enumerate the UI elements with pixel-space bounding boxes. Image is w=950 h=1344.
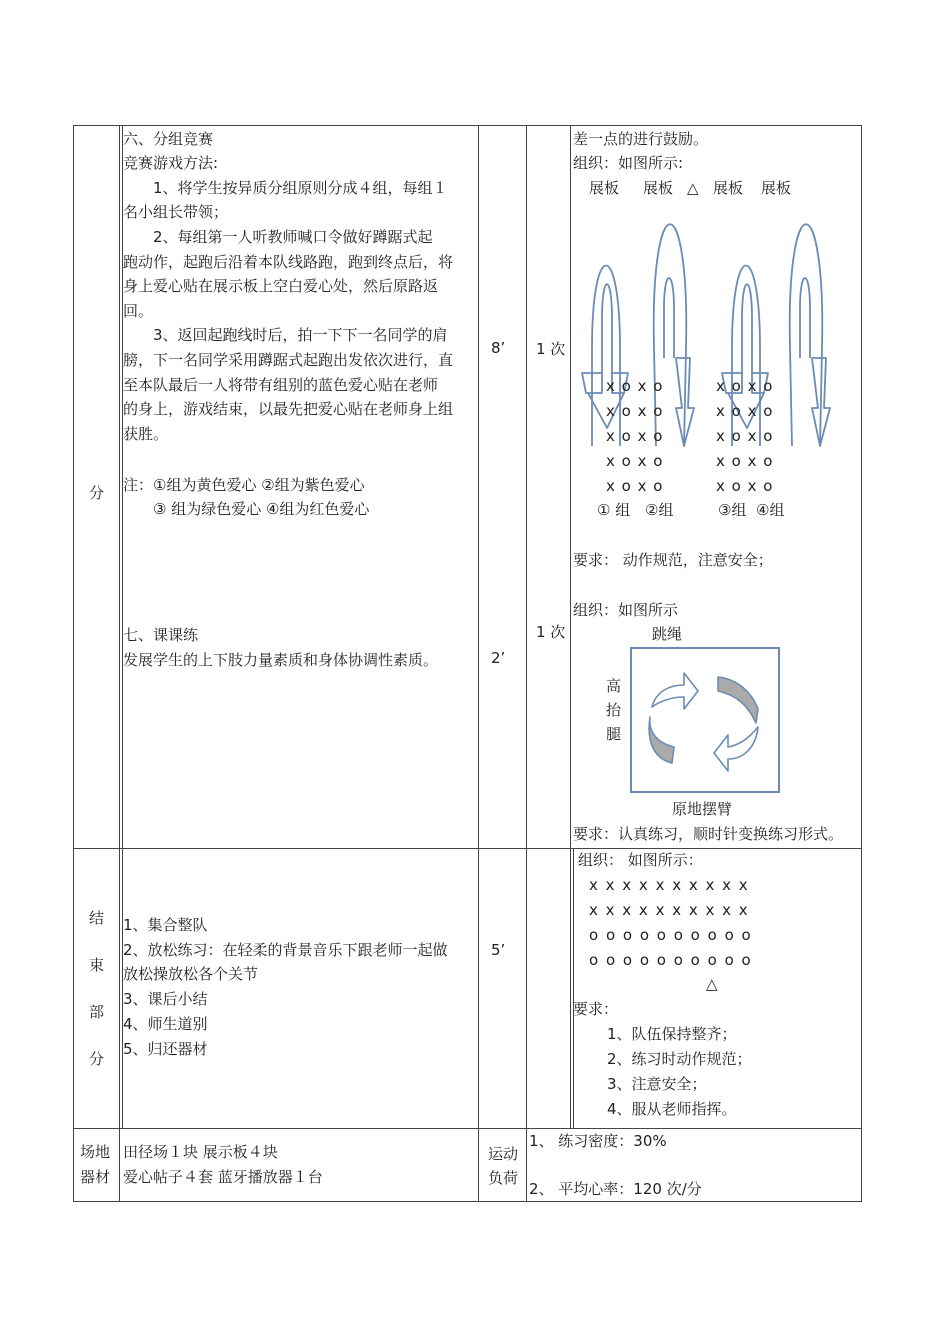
ending-item: 2、放松练习：在轻柔的背景音乐下跟老师一起做 <box>123 941 448 959</box>
ending-req-title: 要求： <box>573 1000 619 1018</box>
section7-desc: 发展学生的上下肢力量素质和身体协调性素质。 <box>123 651 439 669</box>
station-side: 抬 <box>606 701 622 719</box>
ending-item: 放松操放松各个关节 <box>123 965 259 983</box>
formation-row: x o x o <box>606 377 663 395</box>
group-label: ① 组 <box>597 501 631 519</box>
ending-org: 组织： 如图所示： <box>578 851 703 869</box>
ending-req: 3、注意安全； <box>607 1075 707 1093</box>
formation-row: x o x o <box>606 452 663 470</box>
org1-title: 组织：如图所示: <box>573 154 684 172</box>
load-heartrate: 2、 平均心率：120 次/分 <box>529 1180 702 1198</box>
section6-line: 回。 <box>123 302 154 320</box>
formation-row: o o o o o o o o o o <box>589 951 751 969</box>
section6-line: 跑动作，起跑后沿着本队线路跑，跑到终点后，将 <box>123 253 454 271</box>
section6-line: 获胜。 <box>123 425 169 443</box>
board-label: 展板 <box>643 179 674 197</box>
formation-row: x o x o <box>716 477 773 495</box>
section6-time: 8’ <box>491 339 506 357</box>
org2-requirement: 要求：认真练习，顺时针变换练习形式。 <box>573 825 844 843</box>
formation-row: x o x o <box>716 402 773 420</box>
load-density: 1、 练习密度：30% <box>529 1132 667 1150</box>
section7-title: 七、课课练 <box>123 626 199 644</box>
load-label: 运动 <box>488 1145 519 1163</box>
equip-label-2: 器材 <box>80 1168 111 1186</box>
group-label: ④组 <box>756 501 785 519</box>
group-label: ③组 <box>718 501 747 519</box>
equipment-line: 田径场１块 展示板４块 <box>123 1143 278 1161</box>
org1-requirement: 要求： 动作规范，注意安全； <box>573 551 773 569</box>
section7-count: 1 次 <box>536 623 566 641</box>
board-label: 展板 <box>589 179 620 197</box>
formation-row: x o x o <box>606 402 663 420</box>
relay-arrow-icon <box>790 224 823 446</box>
station-top: 跳绳 <box>652 625 683 643</box>
ending-item: 1、集合整队 <box>123 916 208 934</box>
load-label: 负荷 <box>488 1169 519 1187</box>
end-label-1: 结 <box>89 909 105 927</box>
equipment-line: 爱心帖子４套 蓝牙播放器１台 <box>123 1168 323 1186</box>
section6-line: 身上爱心贴在展示板上空白爱心处，然后原路返 <box>123 277 439 295</box>
section6-note: ③ 组为绿色爱心 ④组为红色爱心 <box>123 500 370 518</box>
station-side: 高 <box>606 677 622 695</box>
end-label-3: 部 <box>89 1003 105 1021</box>
ending-item: 4、师生道别 <box>123 1015 208 1033</box>
formation-row: x o x o <box>716 452 773 470</box>
ending-item: 5、归还器材 <box>123 1040 208 1058</box>
section6-line: 至本队最后一人将带有组别的蓝色爱心贴在老师 <box>123 376 439 394</box>
board-label: 展板 <box>713 179 744 197</box>
ending-item: 3、课后小结 <box>123 990 208 1008</box>
relay-arrow-icon <box>602 284 612 373</box>
ending-req: 2、练习时动作规范； <box>607 1050 752 1068</box>
encourage-text: 差一点的进行鼓励。 <box>573 130 709 148</box>
formation-row: x o x o <box>606 427 663 445</box>
station-bottom: 原地摆臂 <box>672 800 733 818</box>
section6-line: 膀，下一名同学采用蹲踞式起跑出发依次进行，直 <box>123 351 454 369</box>
ending-req: 4、服从老师指挥。 <box>607 1100 737 1118</box>
section6-line: 的身上，游戏结束，以最先把爱心贴在老师身上组 <box>123 400 454 418</box>
group-label: ②组 <box>645 501 674 519</box>
board-label: 展板 <box>761 179 792 197</box>
equip-label-1: 场地 <box>80 1143 111 1161</box>
ending-time: 5’ <box>491 941 506 959</box>
station-side: 腿 <box>606 725 622 743</box>
section6-line: 3、返回起跑线时后，拍一下下一名同学的肩 <box>123 326 448 344</box>
teacher-triangle: △ <box>687 179 699 197</box>
part-label: 分 <box>89 484 105 502</box>
formation-row: x x x x x x x x x x <box>589 876 748 894</box>
rotation-diagram <box>630 647 782 795</box>
formation-row: x x x x x x x x x x <box>589 901 748 919</box>
section6-count: 1 次 <box>536 340 566 358</box>
section7-time: 2’ <box>491 649 506 667</box>
ending-req: 1、队伍保持整齐； <box>607 1025 737 1043</box>
org2-title: 组织：如图所示 <box>573 601 679 619</box>
section6-line: 名小组长带领； <box>123 203 229 221</box>
section6-note: 注：①组为黄色爱心 ②组为紫色爱心 <box>123 476 365 494</box>
teacher-triangle: △ <box>706 975 718 993</box>
section6-line: 2、每组第一人听教师喊口令做好蹲踞式起 <box>123 228 433 246</box>
section6-title: 六、分组竞赛 <box>123 130 214 148</box>
section6-method: 竞赛游戏方法: <box>123 154 219 172</box>
end-label-4: 分 <box>89 1050 105 1068</box>
formation-row: o o o o o o o o o o <box>589 926 751 944</box>
end-label-2: 束 <box>89 956 105 974</box>
formation-row: x o x o <box>716 377 773 395</box>
formation-row: x o x o <box>716 427 773 445</box>
section6-line: 1、将学生按异质分组原则分成４组，每组１ <box>123 179 448 197</box>
formation-row: x o x o <box>606 477 663 495</box>
